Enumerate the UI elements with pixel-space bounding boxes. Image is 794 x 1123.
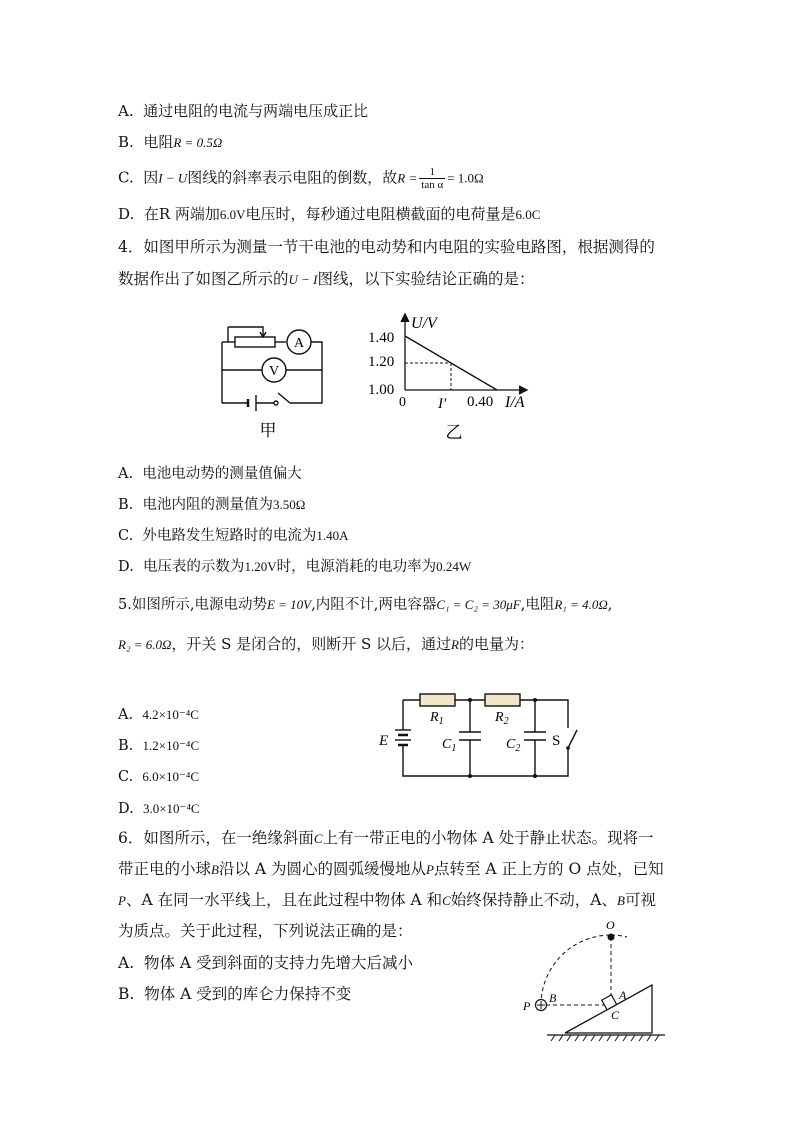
label-o: O	[606, 918, 615, 932]
fraction	[419, 166, 445, 191]
graph-name: I − U	[158, 170, 188, 186]
stem-text: 5.如图所示,电源电动势	[118, 597, 267, 613]
q4-option-d	[118, 556, 471, 578]
q4-stem-line2	[118, 268, 535, 291]
stem-text: 数据作出了如图乙所示的	[118, 270, 289, 288]
option-text: 时，电源消耗的电功率为	[276, 559, 437, 575]
resistor-r1	[420, 694, 455, 706]
q4-option-a	[118, 463, 302, 485]
formula-rhs: = 1.0Ω	[447, 170, 484, 186]
voltmeter-label: V	[268, 364, 280, 379]
q5-stem-line2	[118, 633, 534, 656]
q3-option-b	[118, 131, 222, 154]
option-label: C.	[118, 769, 134, 785]
voltage-value: 6.0V	[219, 207, 246, 222]
q3-option-d	[118, 203, 540, 226]
option-value: 3.0×10⁻⁴C	[142, 801, 200, 816]
q4-stem-line1: 4．如图甲所示为测量一节干电池的电动势和内电阻的实验电路图，根据测得的	[118, 238, 655, 256]
label-a: A	[619, 988, 627, 1002]
q6-stem-line3	[118, 889, 656, 912]
label-c: C	[611, 1008, 620, 1022]
option-value: 1.2×10⁻⁴C	[142, 738, 200, 753]
option-text: 物体 A 受到的库仑力保持不变	[144, 985, 352, 1003]
stem-text: 、A 在同一水平线上，且在此过程中物体 A 和	[125, 891, 443, 909]
x-tick-label: 0.40	[467, 394, 494, 410]
stem-text: 6．如图所示，在一绝缘斜面	[118, 829, 314, 847]
q3-option-c	[118, 166, 484, 191]
option-label: A.	[118, 102, 134, 120]
graph-name: U − I	[288, 272, 318, 287]
resistor-symbol-text: R	[451, 637, 459, 652]
point-symbol: P	[118, 893, 126, 908]
power-value: 0.24W	[436, 559, 472, 574]
c1-label: $C_1$	[442, 737, 457, 754]
stem-text: 的电量为：	[458, 635, 534, 653]
stem-text: 点转至 A 正上方的 O 点处，已知	[433, 860, 664, 878]
option-label: C.	[118, 528, 134, 544]
ammeter-label: A	[293, 336, 305, 351]
q6-stem-line2	[118, 858, 664, 881]
r2-value: R₂ = 6.0Ω	[118, 637, 172, 652]
resistance-value: R = 0.5Ω	[173, 135, 223, 150]
switch-label: S	[552, 733, 561, 749]
stem-text: 上有一带正电的小物体 A 处于静止状态。现将一	[322, 829, 654, 847]
ball-symbol: B	[617, 893, 625, 908]
q4-option-c	[118, 525, 349, 547]
q6-stem-line4: 为质点。关于此过程，下列说法正确的是：	[118, 922, 413, 940]
option-value: 3.50Ω	[272, 497, 306, 512]
q6-option-b	[118, 983, 351, 1005]
stem-text: ,	[607, 597, 613, 613]
option-text: 在R 两端加	[143, 205, 220, 223]
label-b: B	[549, 991, 557, 1005]
q5-option-c	[118, 766, 199, 788]
c2-label: $C_2$	[506, 737, 521, 754]
fraction-denominator: tan α	[421, 179, 444, 191]
q6-stem-line1	[118, 827, 654, 850]
r1-value: R₁ = 4.0Ω	[554, 597, 608, 612]
capacitance-value: C₁ = C₂ = 30μF	[436, 597, 521, 612]
option-label: D.	[118, 205, 135, 223]
ball-symbol: B	[211, 862, 219, 877]
option-label: A.	[118, 707, 134, 723]
option-value: 6.0×10⁻⁴C	[142, 769, 200, 784]
option-label: B.	[118, 985, 135, 1003]
option-text: 外电路发生短路时的电流为	[142, 528, 317, 544]
emf-value: E = 10V	[266, 597, 312, 612]
ui-graph-yi	[355, 308, 540, 448]
q5-option-d	[118, 798, 200, 820]
point-symbol: P	[426, 862, 434, 877]
stem-text: 图线，以下实验结论正确的是：	[317, 270, 535, 288]
q6-option-a	[118, 952, 413, 974]
option-text: 电池内阻的测量值为	[142, 497, 273, 513]
option-text: 因	[143, 168, 159, 187]
q3-option-a	[118, 100, 368, 122]
y-tick-label: 1.20	[368, 354, 395, 370]
option-text: 电阻	[143, 133, 174, 151]
figure-caption-yi: 乙	[445, 423, 463, 442]
option-text: 电压表的示数为	[142, 559, 245, 575]
q5-option-b	[118, 735, 199, 757]
option-label: D.	[118, 559, 134, 575]
stem-text: 始终保持静止不动，A、	[450, 891, 617, 909]
circuit-figure-q5	[375, 688, 590, 783]
stem-text: 可视	[624, 891, 656, 909]
circuit-figure-jia	[210, 315, 335, 440]
incline-symbol: C	[313, 831, 323, 846]
formula-lhs: R =	[397, 170, 418, 186]
y-tick-label: 1.40	[368, 330, 395, 346]
q5-option-a	[118, 704, 199, 726]
stem-text: ，开关 S 是闭合的，则断开 S 以后，通过	[171, 635, 452, 653]
stem-text: 沿以 A 为圆心的圆弧缓慢地从	[218, 860, 427, 878]
option-value: 1.40A	[316, 528, 349, 543]
option-label: D.	[118, 801, 134, 817]
charge-value: 6.0C	[515, 207, 541, 222]
resistor-r2	[485, 694, 520, 706]
option-label: A.	[118, 954, 135, 972]
x-mark-label: I′	[438, 396, 447, 412]
r2-label: $R_2$	[495, 710, 509, 727]
x-axis-label: I/A	[505, 394, 525, 411]
r1-label: $R_1$	[430, 710, 444, 727]
stem-text: ,内阻不计,两电容器	[311, 597, 437, 613]
point-o	[608, 934, 615, 941]
y-tick-label: 1.00	[368, 382, 395, 398]
option-text: 物体 A 受到斜面的支持力先增大后减小	[143, 954, 414, 972]
origin-label: 0	[399, 395, 406, 410]
label-p: P	[523, 999, 531, 1013]
voltage-value: 1.20V	[244, 559, 277, 574]
option-label: B.	[118, 738, 134, 754]
fraction-numerator: 1	[419, 166, 445, 179]
incline-symbol: C	[442, 893, 451, 908]
option-text: 电池电动势的测量值偏大	[142, 466, 302, 482]
figure-caption-jia: 甲	[259, 421, 277, 440]
q4-option-b	[118, 494, 305, 516]
stem-text: 带正电的小球	[118, 860, 212, 878]
emf-label: E	[379, 733, 389, 749]
incline-figure-q6	[515, 915, 675, 1050]
y-axis-label: U/V	[411, 315, 437, 332]
option-label: C.	[118, 168, 134, 187]
option-text: 电压时，每秒通过电阻横截面的电荷量是	[245, 205, 516, 223]
option-text: 图线的斜率表示电阻的倒数，故	[187, 168, 398, 187]
option-value: 4.2×10⁻⁴C	[142, 707, 199, 722]
option-label: B.	[118, 497, 134, 513]
option-text: 通过电阻的电流与两端电压成正比	[143, 102, 369, 120]
option-label: A.	[118, 466, 134, 482]
q5-stem-line1	[118, 594, 612, 616]
stem-text: ,电阻	[520, 597, 555, 613]
option-label: B.	[118, 133, 134, 151]
